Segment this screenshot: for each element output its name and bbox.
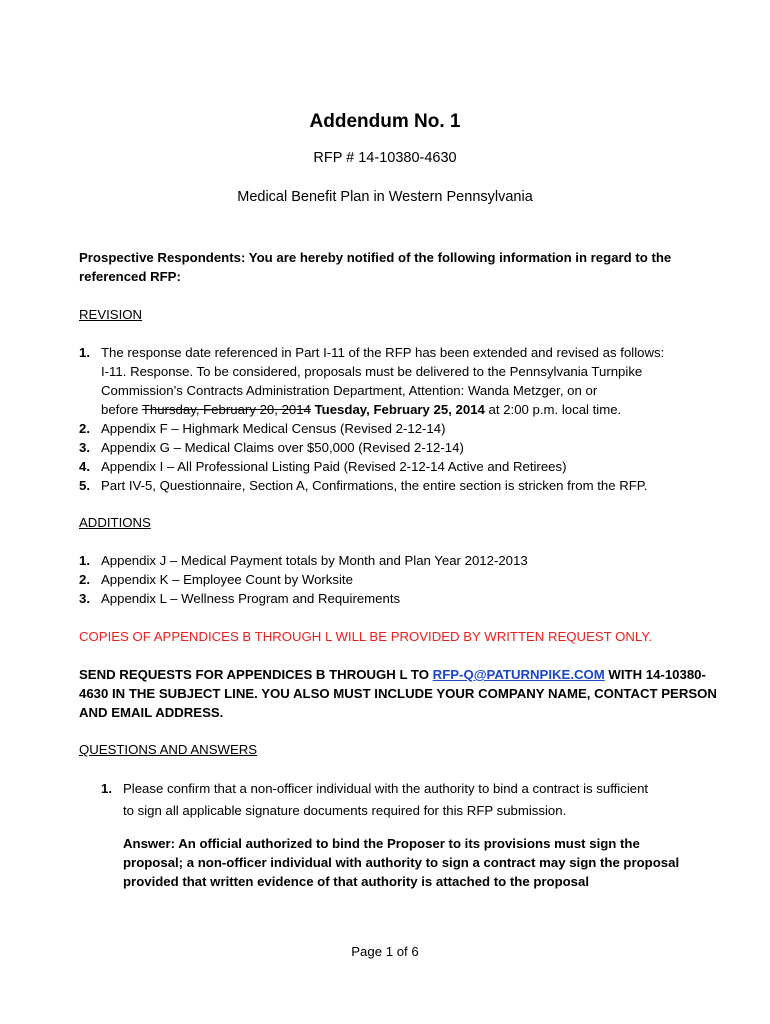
list-number: 1. [79, 553, 90, 568]
list-number: 4. [79, 459, 90, 474]
list-number: 3. [79, 591, 90, 606]
additions-heading: ADDITIONS [79, 515, 151, 530]
revision-list: 1. The response date referenced in Part I-11 of the RFP has been extended and revised as follows: I-11. Response. To be considered, proposals must be delivered to the Pennsylvania Turnpike Commission’s Contracts Administration Department, Attention: Wanda Metzger, on or before Thursday, February 20, 2014 Tuesday, February 25, 2014 at 2:00 p.m. local time. 2. Appendix F – Highmark Medical Census (Revised 2-12-14) 3. Appendix G – Medical Claims over $50,000 (Revised 2-12-14) 4. Appendix I – All Professional Listing Paid (Revised 2-12-14 Active and Retirees) 5. Part IV-5, Questionnaire, Section A, Confirmations, the entire section is stricken from the RFP. [79, 345, 665, 493]
revision-heading: REVISION [79, 307, 143, 322]
list-number: 1. [101, 781, 112, 796]
qa-answer [123, 834, 697, 891]
intro-line-1: Prospective Respondents: You are hereby notified of the following information in regard to the [79, 250, 672, 265]
revised-date-line: before Thursday, February 20, 2014 Tuesday, February 25, 2014 at 2:00 p.m. local time. [101, 402, 622, 417]
qa-question: 1. Please confirm that a non-officer individual with the authority to bind a contract is sufficient to sign all applicable signature documents required for this RFP submission. [101, 778, 648, 822]
new-date: Tuesday, February 25, 2014 [310, 402, 485, 417]
appendices-notice: COPIES OF APPENDICES B THROUGH L WILL BE PROVIDED BY WRITTEN REQUEST ONLY. [79, 629, 653, 644]
page-number: Page 1 of 6 [351, 944, 419, 959]
list-item: 3. Appendix L – Wellness Program and Requirements [79, 591, 401, 606]
list-item: 5. Part IV-5, Questionnaire, Section A, Confirmations, the entire section is stricken from the RFP. [79, 478, 648, 493]
answer-line-1: Answer: An official authorized to bind the Proposer to its provisions must sign the [123, 836, 640, 851]
additions-list [79, 551, 528, 608]
list-item: 4. Appendix I – All Professional Listing Paid (Revised 2-12-14 Active and Retirees) [79, 459, 567, 474]
list-item: 2. Appendix F – Highmark Medical Census (Revised 2-12-14) [79, 421, 446, 436]
rfp-number: RFP # 14-10380-4630 [313, 150, 457, 166]
intro-paragraph [79, 248, 671, 286]
qa-heading: QUESTIONS AND ANSWERS [79, 742, 258, 757]
list-item: 2. Appendix K – Employee Count by Worksite [79, 572, 353, 587]
list-item: 1. The response date referenced in Part I-11 of the RFP has been extended and revised as follows: [79, 345, 665, 360]
question-text: Please confirm that a non-officer individual with the authority to bind a contract is sufficient [123, 781, 649, 796]
list-number: 1. [79, 345, 90, 360]
email-link[interactable]: RFP-Q@PATURNPIKE.COM [432, 667, 605, 682]
list-number: 5. [79, 478, 90, 493]
list-number: 3. [79, 440, 90, 455]
list-item: 3. Appendix G – Medical Claims over $50,000 (Revised 2-12-14) [79, 440, 464, 455]
list-item: 1. Appendix J – Medical Payment totals by Month and Plan Year 2012-2013 [79, 553, 528, 568]
list-number: 2. [79, 572, 90, 587]
answer-line-3: provided that written evidence of that authority is attached to the proposal [123, 874, 590, 889]
document-title: Addendum No. 1 [309, 111, 461, 132]
old-date: Thursday, February 20, 2014 [141, 402, 311, 417]
plan-name: Medical Benefit Plan in Western Pennsylvania [237, 189, 533, 205]
send-requests-paragraph: SEND REQUESTS FOR APPENDICES B THROUGH L TO RFP-Q@PATURNPIKE.COM WITH 14-10380- 4630 IN THE SUBJECT LINE. YOU ALSO MUST INCLUDE YOUR COMPANY NAME, CONTACT PERSON AND EMAIL ADDRESS. [79, 667, 717, 720]
intro-line-2: referenced RFP: [79, 269, 181, 284]
list-number: 2. [79, 421, 90, 436]
answer-line-2: proposal; a non-officer individual with authority to sign a contract may sign the proposal [123, 855, 680, 870]
